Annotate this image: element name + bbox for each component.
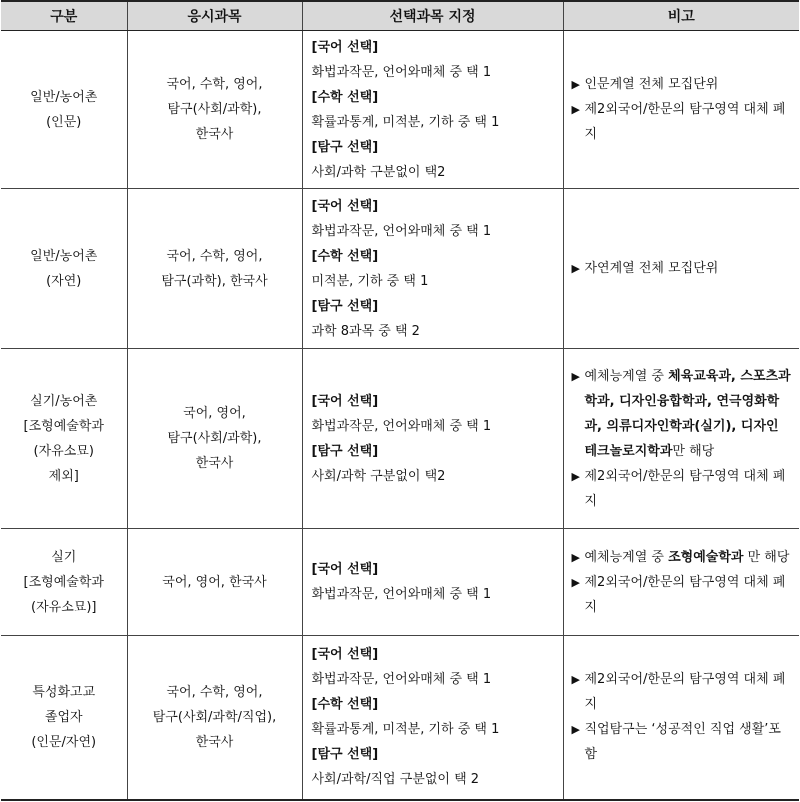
category-line: (자유소묘) bbox=[33, 443, 94, 459]
note-text bbox=[585, 72, 792, 97]
note-plain-text: 만 해당 bbox=[743, 549, 790, 565]
subject-line: 한국사 bbox=[195, 456, 234, 471]
selection-heading: [수학 선택] bbox=[311, 248, 379, 264]
selection-text: 사회/과학 구분없이 택2 bbox=[311, 164, 446, 180]
notes-cell bbox=[563, 636, 799, 800]
triangle-bullet-icon: ▶ bbox=[571, 550, 580, 564]
selection-heading: [탐구 선택] bbox=[311, 139, 379, 155]
selection-text: 과학 8과목 중 택 2 bbox=[311, 323, 420, 339]
table-row bbox=[1, 529, 799, 636]
subject-line: 탐구(사회/과학), bbox=[167, 431, 262, 446]
category-line: 졸업자 bbox=[44, 709, 83, 725]
category-cell bbox=[1, 349, 127, 529]
header-category: 구분 bbox=[1, 1, 127, 31]
subjects-cell bbox=[127, 189, 302, 349]
table-row bbox=[1, 349, 799, 529]
note-item bbox=[572, 545, 792, 570]
notes-cell bbox=[563, 529, 799, 636]
note-plain-text: 자연계열 전체 모집단위 bbox=[584, 261, 719, 276]
table-row bbox=[1, 31, 799, 189]
subject-line: 국어, 수학, 영어, bbox=[166, 684, 263, 700]
header-notes: 비고 bbox=[563, 1, 799, 31]
selection-cell bbox=[302, 31, 563, 189]
note-bold-text: 조형예술학과 bbox=[668, 549, 744, 565]
subject-line: 국어, 수학, 영어, bbox=[166, 248, 263, 264]
selection-heading: [탐구 선택] bbox=[311, 747, 379, 763]
subjects-cell bbox=[127, 636, 302, 800]
selection-text: 화법과작문, 언어와매체 중 택 1 bbox=[311, 587, 492, 602]
triangle-bullet-icon: ▶ bbox=[571, 78, 580, 91]
selection-text: 사회/과학/직업 구분없이 택 2 bbox=[311, 772, 480, 788]
note-plain-text: 제2외국어/한문의 탐구영역 대체 폐지 bbox=[584, 672, 786, 713]
subject-line: 탐구(과학), 한국사 bbox=[161, 273, 268, 289]
triangle-bullet-icon: ▶ bbox=[571, 469, 580, 483]
triangle-bullet-icon: ▶ bbox=[571, 262, 580, 275]
selection-cell bbox=[302, 189, 563, 349]
category-line: [조형예술학과 bbox=[23, 574, 104, 590]
note-text bbox=[585, 256, 792, 281]
selection-cell bbox=[302, 529, 563, 636]
notes-cell bbox=[563, 189, 799, 349]
category-line: (인문/자연) bbox=[31, 734, 97, 750]
note-bold-text: 체육교육과, 스포츠과학과, 디자인융합학과, 연극영화학과, 의류디자인학과(실기), 디자인테크놀로지학과 bbox=[584, 368, 791, 459]
note-item bbox=[572, 717, 792, 767]
subject-line: 탐구(사회/과학), bbox=[167, 102, 262, 117]
note-plain-text: 직업탐구는 ‘성공적인 직업 생활’포함 bbox=[584, 722, 781, 763]
subject-line: 한국사 bbox=[195, 127, 234, 142]
subject-line: 국어, 영어, bbox=[183, 406, 246, 421]
note-text bbox=[585, 97, 792, 147]
note-item bbox=[572, 72, 792, 97]
note-plain-text: 인문계열 전체 모집단위 bbox=[584, 77, 719, 92]
category-cell bbox=[1, 31, 127, 189]
triangle-bullet-icon: ▶ bbox=[571, 723, 580, 737]
category-line: (자유소묘)] bbox=[31, 599, 97, 615]
category-line: (자연) bbox=[46, 273, 82, 289]
selection-heading: [수학 선택] bbox=[311, 697, 379, 713]
category-line: [조형예술학과 bbox=[23, 418, 104, 434]
header-row bbox=[1, 1, 799, 31]
note-text bbox=[585, 545, 792, 570]
selection-heading: [국어 선택] bbox=[311, 562, 379, 577]
note-item bbox=[572, 667, 792, 717]
category-line: 특성화고교 bbox=[32, 684, 96, 700]
note-text bbox=[585, 570, 792, 620]
selection-heading: [국어 선택] bbox=[311, 198, 379, 214]
note-plain-text: 제2외국어/한문의 탐구영역 대체 폐지 bbox=[584, 574, 786, 615]
selection-cell bbox=[302, 636, 563, 800]
header-selection: 선택과목 지정 bbox=[302, 1, 563, 31]
note-text bbox=[585, 364, 792, 464]
notes-cell bbox=[563, 349, 799, 529]
note-plain-text: 제2외국어/한문의 탐구영역 대체 폐지 bbox=[584, 468, 786, 509]
subject-line: 한국사 bbox=[195, 734, 234, 750]
note-plain-text: 제2외국어/한문의 탐구영역 대체 폐지 bbox=[584, 102, 786, 142]
selection-text: 확률과통계, 미적분, 기하 중 택 1 bbox=[311, 722, 500, 738]
selection-text: 화법과작문, 언어와매체 중 택 1 bbox=[311, 672, 492, 688]
note-plain-text: 만 해당 bbox=[672, 443, 715, 459]
note-item bbox=[572, 364, 792, 464]
selection-text: 미적분, 기하 중 택 1 bbox=[311, 273, 429, 289]
selection-text: 사회/과학 구분없이 택2 bbox=[311, 468, 446, 484]
triangle-bullet-icon: ▶ bbox=[571, 103, 580, 116]
category-cell bbox=[1, 636, 127, 800]
note-item bbox=[572, 256, 792, 281]
subjects-cell bbox=[127, 31, 302, 189]
selection-cell bbox=[302, 349, 563, 529]
subjects-cell bbox=[127, 529, 302, 636]
subject-line: 국어, 수학, 영어, bbox=[166, 77, 263, 92]
category-line: 제외] bbox=[48, 468, 79, 484]
triangle-bullet-icon: ▶ bbox=[571, 673, 580, 687]
selection-heading: [국어 선택] bbox=[311, 647, 379, 663]
category-line: (인문) bbox=[46, 114, 82, 130]
admission-subject-table bbox=[1, 0, 799, 801]
selection-text: 화법과작문, 언어와매체 중 택 1 bbox=[311, 223, 492, 239]
selection-text: 화법과작문, 언어와매체 중 택 1 bbox=[311, 64, 492, 80]
note-plain-text: 예체능계열 중 bbox=[584, 368, 669, 384]
category-cell bbox=[1, 189, 127, 349]
selection-heading: [수학 선택] bbox=[311, 89, 379, 105]
selection-text: 확률과통계, 미적분, 기하 중 택 1 bbox=[311, 114, 500, 130]
header-subjects: 응시과목 bbox=[127, 1, 302, 31]
subjects-cell bbox=[127, 349, 302, 529]
note-item bbox=[572, 570, 792, 620]
selection-heading: [국어 선택] bbox=[311, 39, 379, 55]
selection-heading: [국어 선택] bbox=[311, 393, 379, 409]
triangle-bullet-icon: ▶ bbox=[571, 369, 580, 383]
note-text bbox=[585, 464, 792, 514]
subject-line: 탐구(사회/과학/직업), bbox=[152, 709, 277, 725]
note-item bbox=[572, 464, 792, 514]
notes-cell bbox=[563, 31, 799, 189]
note-item bbox=[572, 97, 792, 147]
subject-line: 국어, 영어, 한국사 bbox=[162, 574, 267, 590]
category-line: 일반/농어촌 bbox=[30, 248, 98, 264]
table-row bbox=[1, 636, 799, 800]
category-line: 실기/농어촌 bbox=[30, 393, 98, 409]
selection-heading: [탐구 선택] bbox=[311, 298, 379, 314]
note-text bbox=[585, 717, 792, 767]
selection-heading: [탐구 선택] bbox=[311, 443, 379, 459]
note-plain-text: 예체능계열 중 bbox=[584, 549, 669, 565]
category-line: 일반/농어촌 bbox=[30, 89, 98, 105]
table-row bbox=[1, 189, 799, 349]
note-text bbox=[585, 667, 792, 717]
triangle-bullet-icon: ▶ bbox=[571, 575, 580, 589]
category-cell bbox=[1, 529, 127, 636]
category-line: 실기 bbox=[51, 549, 77, 565]
selection-text: 화법과작문, 언어와매체 중 택 1 bbox=[311, 418, 492, 434]
